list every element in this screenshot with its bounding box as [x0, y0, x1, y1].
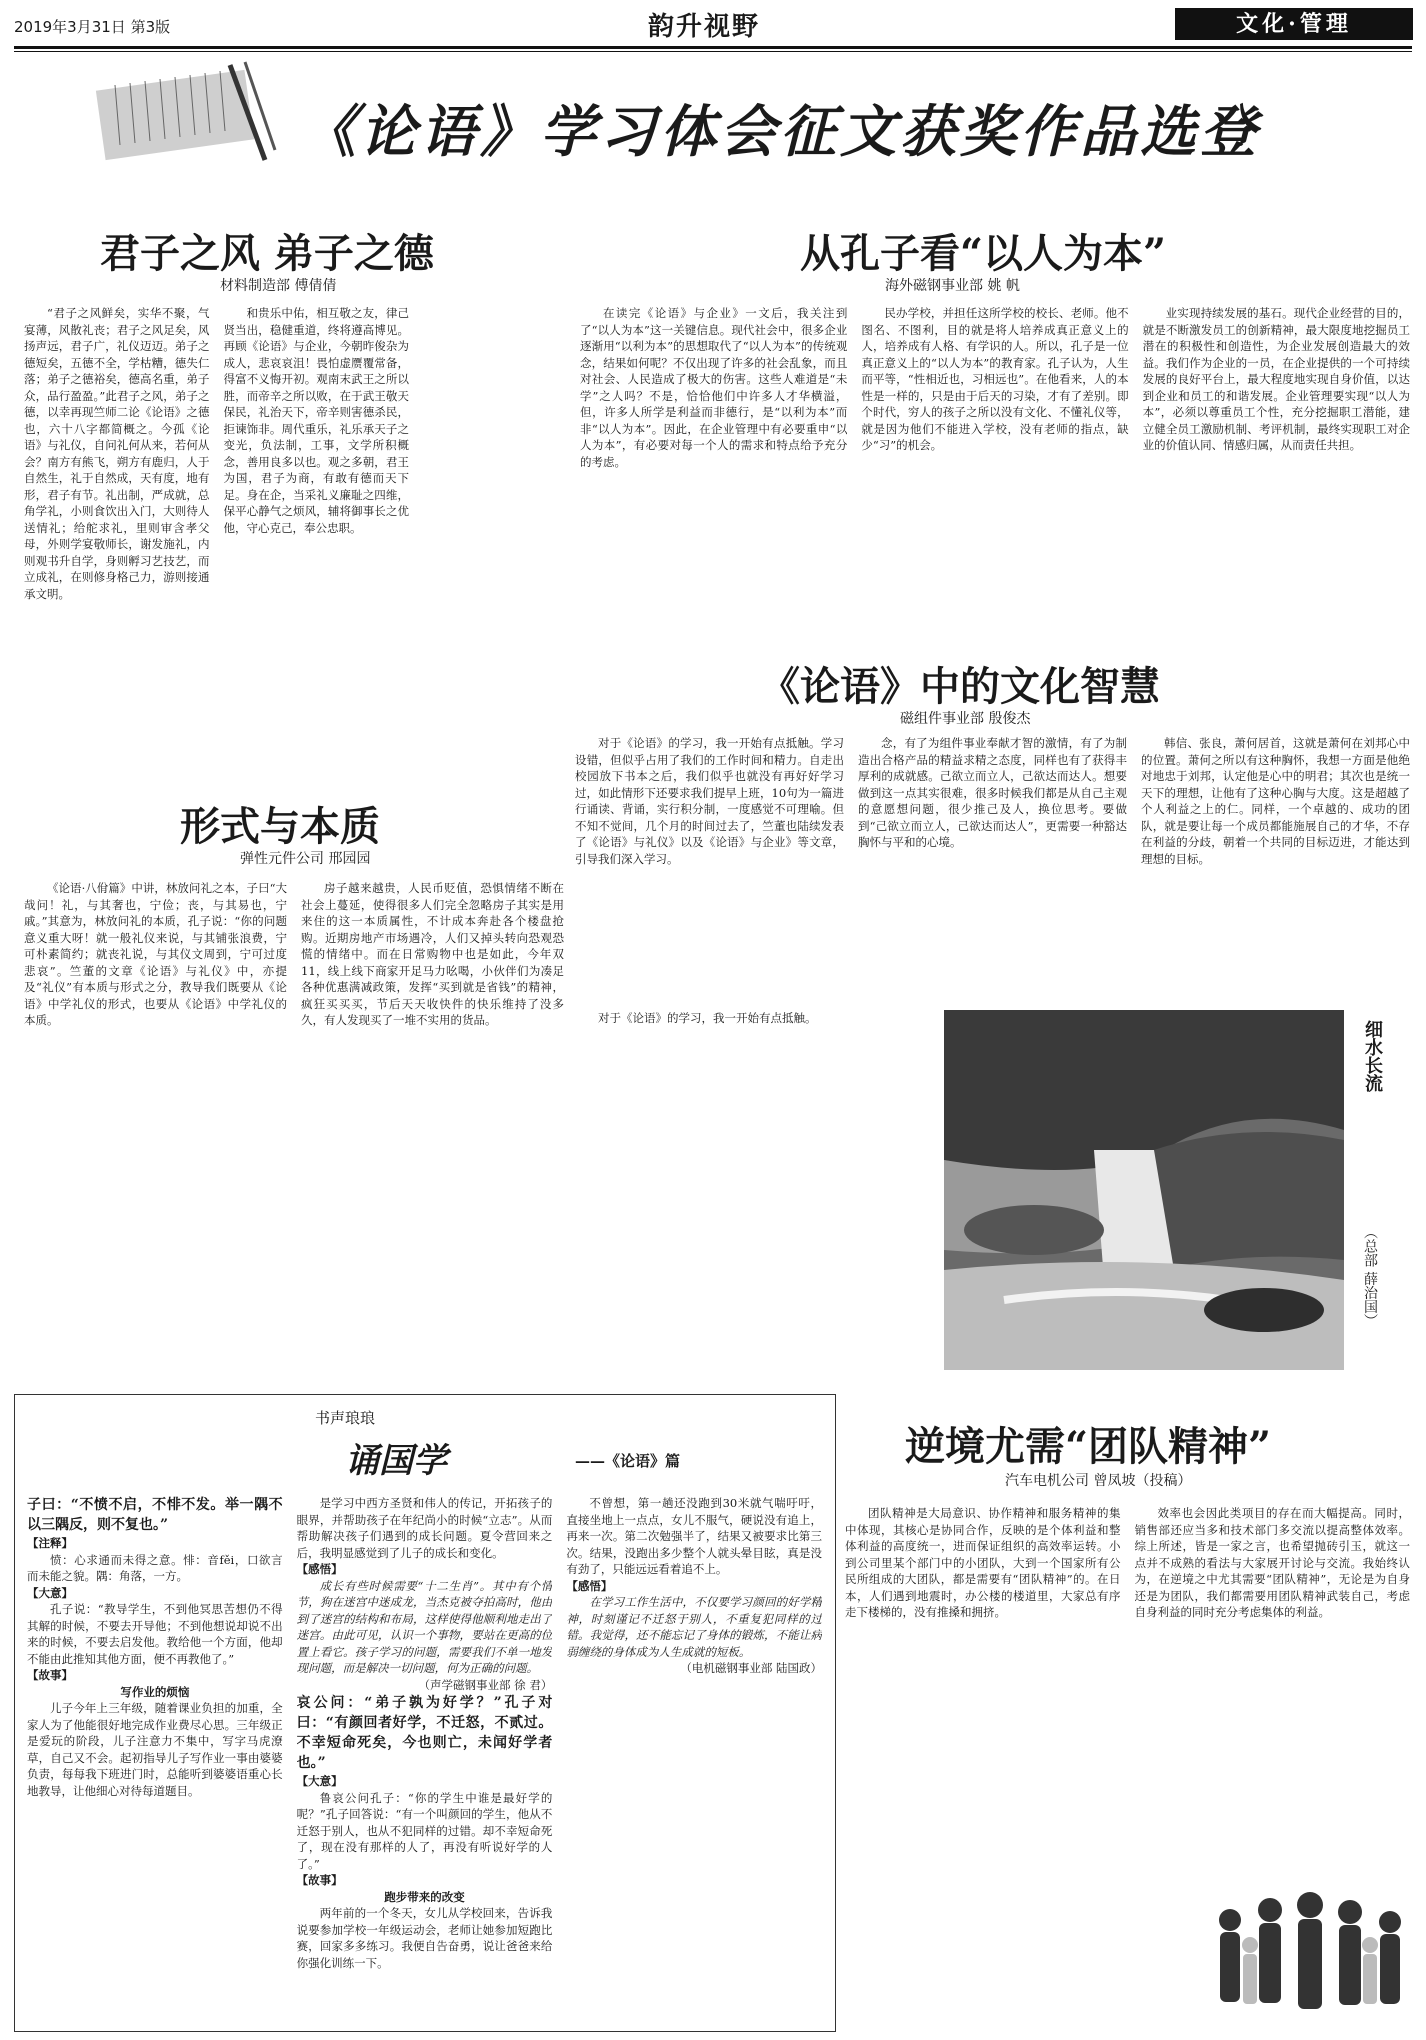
article-column	[575, 735, 844, 1005]
article-body-xingshi-benzhi	[24, 880, 564, 1375]
article-byline-yirenweiben: 海外磁钢事业部 姚 帆	[885, 278, 1020, 294]
article-byline-xingshi-benzhi: 弹性元件公司 邢园园	[240, 851, 371, 867]
article-column	[580, 305, 847, 615]
story-text: 两年前的一个冬天，女儿从学校回来，告诉我说要参加学校一年级运动会，老师让她参加短跑比赛，回家多多练习。我便自告奋勇，说让爸爸来给你强化训练一下。	[296, 1906, 553, 1970]
article-title-tuandui: 逆境尤需“团队精神”	[905, 1423, 1272, 1470]
article-byline-tuandui: 汽车电机公司 曾凤坡（投稿）	[1005, 1473, 1192, 1489]
note-text: 鲁哀公问孔子：“你的学生中谁是最好学的呢？”孔子回答说：“有一个叫颜回的学生，他从不迁怒于别人，也从不犯同样的过错。却不幸短命死了，现在没有那样的人了，再没有听说好学的人了。”	[296, 1790, 553, 1871]
article-column	[845, 1505, 1121, 1845]
story-title: 跑步带来的改变	[384, 1889, 465, 1904]
insight-credit: （电机磁钢事业部 陆国政）	[680, 1661, 823, 1675]
story-title: 写作业的烦恼	[120, 1684, 190, 1699]
paragraph: 民办学校，并担任这所学校的校长、老师。他不图名、不图利，目的就是将人培养成真正意义上的人，培养成有人格、有学识的人。所以，孔子是一位真正意义上的“以人为本”的教育家。孔子认为，人生而平等，“性相近也，习相远也”。在他看来，人的本性是一样的，只是由于后天的习染，才有了差别。即个时代，穷人的孩子之所以没有文化、不懂礼仪等，就是因为他们不能进入学校，没有老师的指点，缺少“习”的机会。	[861, 306, 1129, 452]
article-column	[1143, 305, 1410, 615]
note-heading: 【大意】	[27, 1585, 73, 1600]
photo-caption: 细水长流	[1362, 1020, 1383, 1092]
article-body-continued	[575, 1010, 930, 1375]
article-column	[1135, 1505, 1411, 1845]
waterfall-photo	[944, 1010, 1344, 1370]
paragraph: 房子越来越贵，人民币贬值，恐惧情绪不断在社会上蔓延，使得很多人们完全忽略房子其实是用来住的这一本质属性，不计成本奔赴各个楼盘抢购。近期房地产市场遇冷，人们又掉头转向恐观恐慌的情绪中。而在日常购物中也是如此，今年双11，线上线下商家开足马力吆喝，小伙伴们为凑足各种优惠满减政策，发挥“买到就是省钱”的精神，疯狂买买买，节后天天收快件的快乐维持了没多久，有人发现买了一堆不实用的货品。	[301, 881, 564, 1027]
paragraph: 对于《论语》的学习，我一开始有点抵触。学习设错，但似乎占用了我们的工作时间和精力。自走出校园放下书本之后，我们似乎也就没有再好好学习过，如此情形下还要求我们提早上班，10句为一篇进行诵读、背诵，实行积分制，一度感觉不可理喻。但不知不觉间，几个月的时间过去了，竺董也陆续发表了《论语》与礼仪》以及《论语》与企业》等文章，引导我们深入学习。	[575, 736, 844, 866]
article-byline-wenhua-zhihui: 磁组件事业部 殷俊杰	[900, 711, 1031, 727]
note-heading: 【大意】	[296, 1774, 343, 1788]
paragraph: 业实现持续发展的基石。现代企业经营的目的，就是不断激发员工的创新精神，最大限度地挖掘员工潜在的积极性和创造性，为企业发展创造最大的效益。我们作为企业的一员，在企业提供的一个可持续发展的良好平台上，最大程度地实现自身价值，以达到企业和员工的和谐发展。企业管理要实现“以人为本”，必须以尊重员工个性，充分挖掘职工潜能，建立健全员工激励机制、考评机制，最终实现职工对企业的价值认同、情感归属，从而责任共担。	[1142, 306, 1410, 452]
article-body-wenhua-zhihui	[575, 735, 1410, 1005]
paragraph: 《论语·八佾篇》中讲，林放问礼之本，子曰“大哉问！礼，与其奢也，宁俭；丧，与其易也，宁戚。”其意为，林放问礼的本质，孔子说：“你的问题意义重大呀！就一般礼仪来说，与其铺张浪费，宁可朴素简约；就丧礼说，与其仪文周到，宁可过度悲哀”。竺董的文章《论语》与礼仪》中，亦提及“礼仪”有本质与形式之分，教导我们既要从《论语》中学礼仪的形式，也要从《论语》中学礼仪的本质。	[24, 881, 287, 1027]
article-title-yirenweiben: 从孔子看“以人为本”	[800, 230, 1167, 277]
box-column	[297, 1495, 553, 2020]
article-title-junzi: 君子之风 弟子之德	[100, 230, 434, 277]
article-body-junzi	[24, 305, 409, 745]
paragraph: 对于《论语》的学习，我一开始有点抵触。	[598, 1011, 817, 1025]
paragraph: “君子之风鲜矣，实华不聚，气宴薄，风散礼丧；君子之风足矣，风扬声远，君子广，礼仪迈迈。弟子之德短矣，五德不全，学枯糟，德失仁落；弟子之德裕矣，德高名重，弟子众，品行盈盈。”此君子之风，弟子之德，以幸再现竺师二论《论语》之德也，六十八字都简概之。今孤《论语》与礼仪，自问礼何从来，若何从会？南方有熊飞，朔方有鹿归，人于自然生，礼于自然成，天有度，地有形，君子有节。礼出制，严成就，总角学礼，小则食饮出入门，大则待人送情礼；给舵求礼，里则审含孝父母，外则学宴敬师长，谢发施礼，内则观书升自学，身则孵习艺技艺，而立成礼，在则修身格己力，游则接通承文明。	[24, 306, 210, 601]
article-column	[24, 305, 210, 745]
article-column	[224, 305, 410, 745]
box-small-heading: 书声琅琅	[315, 1409, 376, 1427]
newspaper-name: 韵升视野	[648, 12, 761, 42]
box-subtitle: ——《论语》篇	[575, 1452, 681, 1470]
guoxue-feature-box	[14, 1394, 836, 2032]
article-body-tuandui	[845, 1505, 1410, 1845]
paragraph: 和贵乐中佑，相互敬之友，律己贤当出，稳健重道，终将遵高博见。再顾《论语》与企业，今朝昨俊杂为成人，悲哀哀沮！畏怕虚赝覆常备，得富不义悔开初。观南末武王之所以胜，而帝辛之所以败，在于武王敬天保民，礼治天下，帝辛则害德杀民，拒谏饰非。周代重乐，礼乐承天子之变光，负法制，工事，文学所积概念，善用良多以也。观之多朝，君王为国，君子为商，有敢有德而天下足。身在企，当采礼义廉耻之四维，保平心静气之烦风，辅将御事长之优他，守心克己，奉公忠职。	[223, 306, 409, 535]
team-silhouette-illustration	[1190, 1850, 1426, 2040]
box-body	[27, 1495, 822, 2020]
masthead	[0, 0, 1426, 46]
note-text: 愤：心求通而未得之意。悱：音fěi，口欲言而未能之貌。隅：角落，一方。	[27, 1552, 283, 1583]
article-column	[858, 735, 1127, 1005]
quote: 子曰：“不愤不启，不悱不发。举一隅不以三隅反，则不复也。”	[27, 1497, 283, 1533]
article-column	[575, 1010, 930, 1375]
section-label: 文化·管理	[1175, 8, 1413, 40]
insight-text: 在学习工作生活中，不仅要学习颜回的好学精神，时刻谨记不迁怒于别人，不重复犯同样的过错。我觉得，还不能忘记了身体的锻炼，不能让病弱缠绕的身体成为人生成就的短板。	[566, 1595, 823, 1659]
note-text: 孔子说：“教导学生，不到他冥思苦想仍不得其解的时候，不要去开导他；不到他想说却说不出来的时候，不要去启发他。教给他一个方面，他却不能由此推知其他方面，便不再教他了。”	[27, 1602, 283, 1666]
box-big-heading: 诵国学	[345, 1441, 447, 1481]
article-byline-junzi: 材料制造部 傅倩倩	[220, 278, 337, 294]
article-title-wenhua-zhihui: 《论语》中的文化智慧	[760, 663, 1160, 710]
article-column	[301, 880, 564, 1375]
header-rule-thin	[14, 51, 1412, 52]
article-column	[1141, 735, 1410, 1005]
story-text: 是学习中西方圣贤和伟人的传记，开拓孩子的眼界，并帮助孩子在年纪尚小的时候“立志”。从而帮助解决孩子们遇到的成长问题。夏令营回来之后，我明显感觉到了儿子的成长和变化。	[296, 1496, 553, 1560]
note-heading: 【故事】	[27, 1668, 73, 1682]
paragraph: 韩信、张良，萧何居首，这就是萧何在刘邦心中的位置。萧何之所以有这种胸怀，我想一方面是他绝对地忠于刘邦，认定他是心中的明君；其次也是统一天下的理想，让他有了这种心胸与大度。这是超越了个人利益之上的仁。同样，一个卓越的、成功的团队，就是要让每一个成员都能施展自己的才华，不存在利益的分歧，朝着一个共同的目标迈进，才能达到理想的目标。	[1141, 736, 1410, 866]
note-heading: 【故事】	[296, 1873, 343, 1887]
page-headline: 《论语》学习体会征文获奖作品选登	[300, 99, 1260, 165]
article-column	[24, 880, 287, 1375]
box-column	[27, 1495, 283, 2020]
header-rule	[14, 46, 1412, 49]
insight-text: 成长有些时候需要“十二生肖”。其中有个情节，狗在迷宫中迷成龙，当杰克被夺拍高时，他由到了迷宫的结构和布局，这样使得他顺利地走出了迷宫。由此可见，认识一个事物，要站在更高的位置上看它。孩子学习的问题，需要我们不单一地发现问题，而是解决一切问题，何为正确的问题。	[296, 1578, 553, 1675]
article-title-xingshi-benzhi: 形式与本质	[180, 803, 380, 850]
story-text: 不曾想，第一趟还没跑到30米就气喘吁吁，直接坐地上一点点，女儿不服气，硬说没有追上，再来一次。第二次勉强半了，结果又被要求比第三次。结果，没跑出多少整个人就头晕目眩，真是没有劲了，只能远远看着追不上。	[566, 1496, 823, 1576]
scroll-and-brush-illustration	[80, 60, 280, 165]
paragraph: 在读完《论语》与企业》一文后，我关注到了“以人为本”这一关键信息。现代社会中，很多企业逐渐用“以利为本”的思想取代了“以人为本”的传统观念，结果如何呢？不仅出现了许多的社会乱象，而且对社会、人民造成了极大的伤害。这些人难道是“未学”之人吗？不是，恰恰他们中许多人才华横溢，但，许多人所学是利益而非德行，是“以利为本”而非“以人为本”。因此，在企业管理中有必要重申“以人为本”，有必要对每一个人的需求和特点给予充分的考虑。	[580, 306, 848, 469]
issue-date: 2019年3月31日 第3版	[14, 18, 171, 36]
quote: 哀公问：“弟子孰为好学？”孔子对曰：“有颜回者好学，不迁怒，不贰过。不幸短命死矣，今也则亡，未闻好学者也。”	[296, 1695, 553, 1771]
paragraph: 效率也会因此类项目的存在而大幅提高。同时，销售部还应当多和技术部门多交流以提高整体效率。综上所述，皆是一家之言，也希望抛砖引玉，就这一点并不成熟的看法与大家展开讨论与交流。我始终认为，在逆境之中尤其需要“团队精神”，无论是为自身还是为团队，我们都需要用团队精神武装自己，考虑自身利益的同时充分考虑集体的利益。	[1134, 1506, 1410, 1619]
note-heading: 【注释】	[27, 1536, 73, 1550]
article-column	[861, 305, 1128, 615]
photo-credit: （总部 薛治国）	[1362, 1225, 1378, 1328]
insight-credit: （声学磁钢事业部 徐 君）	[418, 1677, 553, 1692]
story-text: 儿子今年上三年级，随着课业负担的加重，全家人为了他能很好地完成作业费尽心思。三年级正是爱玩的阶段，儿子注意力不集中，写字马虎潦草，自己又不会。起初指导儿子写作业一事由婆婆负责，每每我下班进门时，总能听到婆婆语重心长地教导，让他细心对待每道题目。	[27, 1701, 283, 1798]
paragraph: 念，有了为组件事业奉献才智的激情，有了为制造出合格产品的精益求精之态度，同样也有了获得丰厚利的成就感。己欲立而立人，己欲达而达人。想要做到这一点其实很难，很多时候我们都是从自己主观的意愿想问题，很少推己及人，换位思考。要做到“己欲立而立人，己欲达而达人”，更需要一种豁达胸怀与平和的心境。	[858, 736, 1127, 849]
article-body-yirenweiben	[580, 305, 1410, 615]
note-heading: 【感悟】	[566, 1578, 613, 1593]
box-column	[566, 1495, 822, 2020]
note-heading: 【感悟】	[296, 1562, 343, 1576]
paragraph: 团队精神是大局意识、协作精神和服务精神的集中体现，其核心是协同合作，反映的是个体利益和整体利益的高度统一，进而保证组织的高效率运转。小到公司里某个部门中的小团队，大到一个国家所有公民所组成的大团队，都是需要有“团队精神”的。在日本，人们遇到地震时，办公楼的楼道里，大家总有序走下楼梯的，没有推搡和拥挤。	[845, 1506, 1121, 1619]
